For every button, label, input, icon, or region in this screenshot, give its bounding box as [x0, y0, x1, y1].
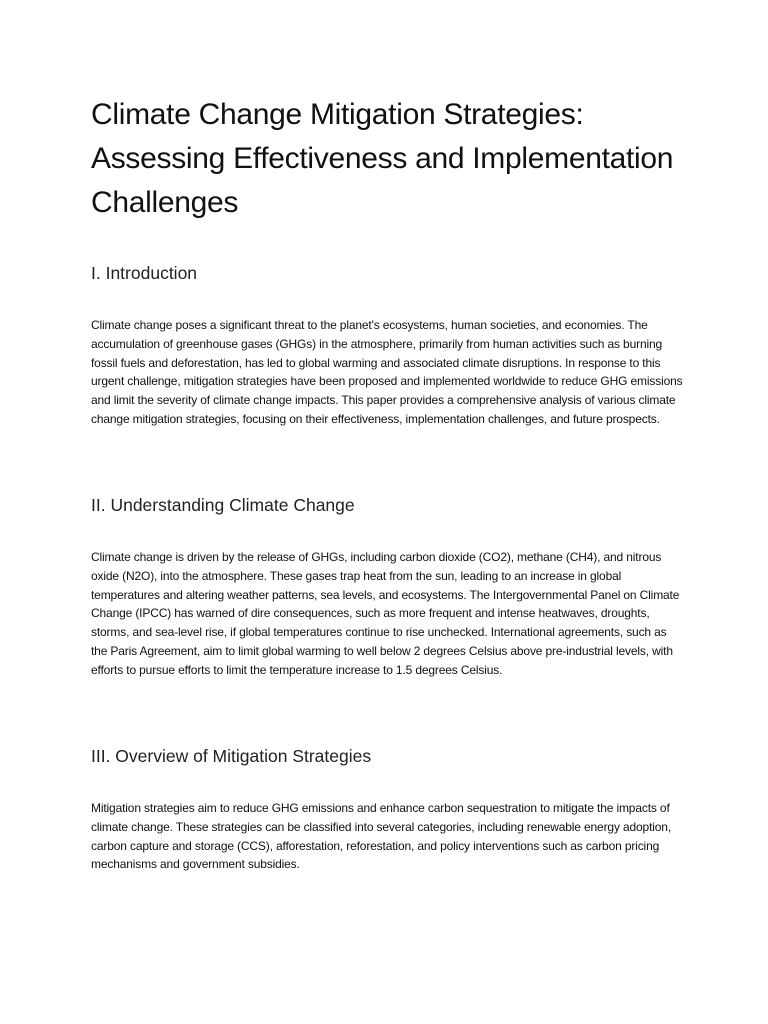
- document-title: Climate Change Mitigation Strategies: Assessing Effectiveness and Implementation Challenges: [91, 98, 674, 219]
- section-body-mitigation-strategies: Mitigation strategies aim to reduce GHG emissions and enhance carbon sequestration to mitigate the impacts of climate change. These strategies can be classified into several categories, including renewable energy adoption, carbon capture and storage (CCS), afforestation, reforestation, and policy interventions such as carbon pricing mechanisms and government subsidies.: [91, 801, 672, 872]
- section-body-introduction: Climate change poses a significant threat to the planet's ecosystems, human societies, and economies. The accumulation of greenhouse gases (GHGs) in the atmosphere, primarily from human activities such as burning fossil fuels and deforestation, has led to global warming and associated climate disruptions. In response to this urgent challenge, mitigation strategies have been proposed and implemented worldwide to reduce GHG emissions and limit the severity of climate change impacts. This paper provides a comprehensive analysis of various climate change mitigation strategies, focusing on their effectiveness, implementation challenges, and future prospects.: [91, 318, 683, 426]
- section-heading-mitigation-strategies: III. Overview of Mitigation Strategies: [91, 746, 372, 766]
- section-heading-introduction: I. Introduction: [91, 263, 198, 283]
- section-body-understanding-climate-change: Climate change is driven by the release of GHGs, including carbon dioxide (CO2), methane (CH4), and nitrous oxide (N2O), into the atmosphere. These gases trap heat from the sun, leading to an increase in global temperatures and altering weather patterns, sea levels, and ecosystems. The Intergovernmental Panel on Climate Change (IPCC) has warned of dire consequences, such as more frequent and intense heatwaves, droughts, storms, and sea-level rise, if global temperatures continue to rise unchecked. International agreements, such as the Paris Agreement, aim to limit global warming to well below 2 degrees Celsius above pre-industrial levels, with efforts to pursue efforts to limit the temperature increase to 1.5 degrees Celsius.: [91, 550, 680, 677]
- section-heading-understanding-climate-change: II. Understanding Climate Change: [91, 495, 355, 515]
